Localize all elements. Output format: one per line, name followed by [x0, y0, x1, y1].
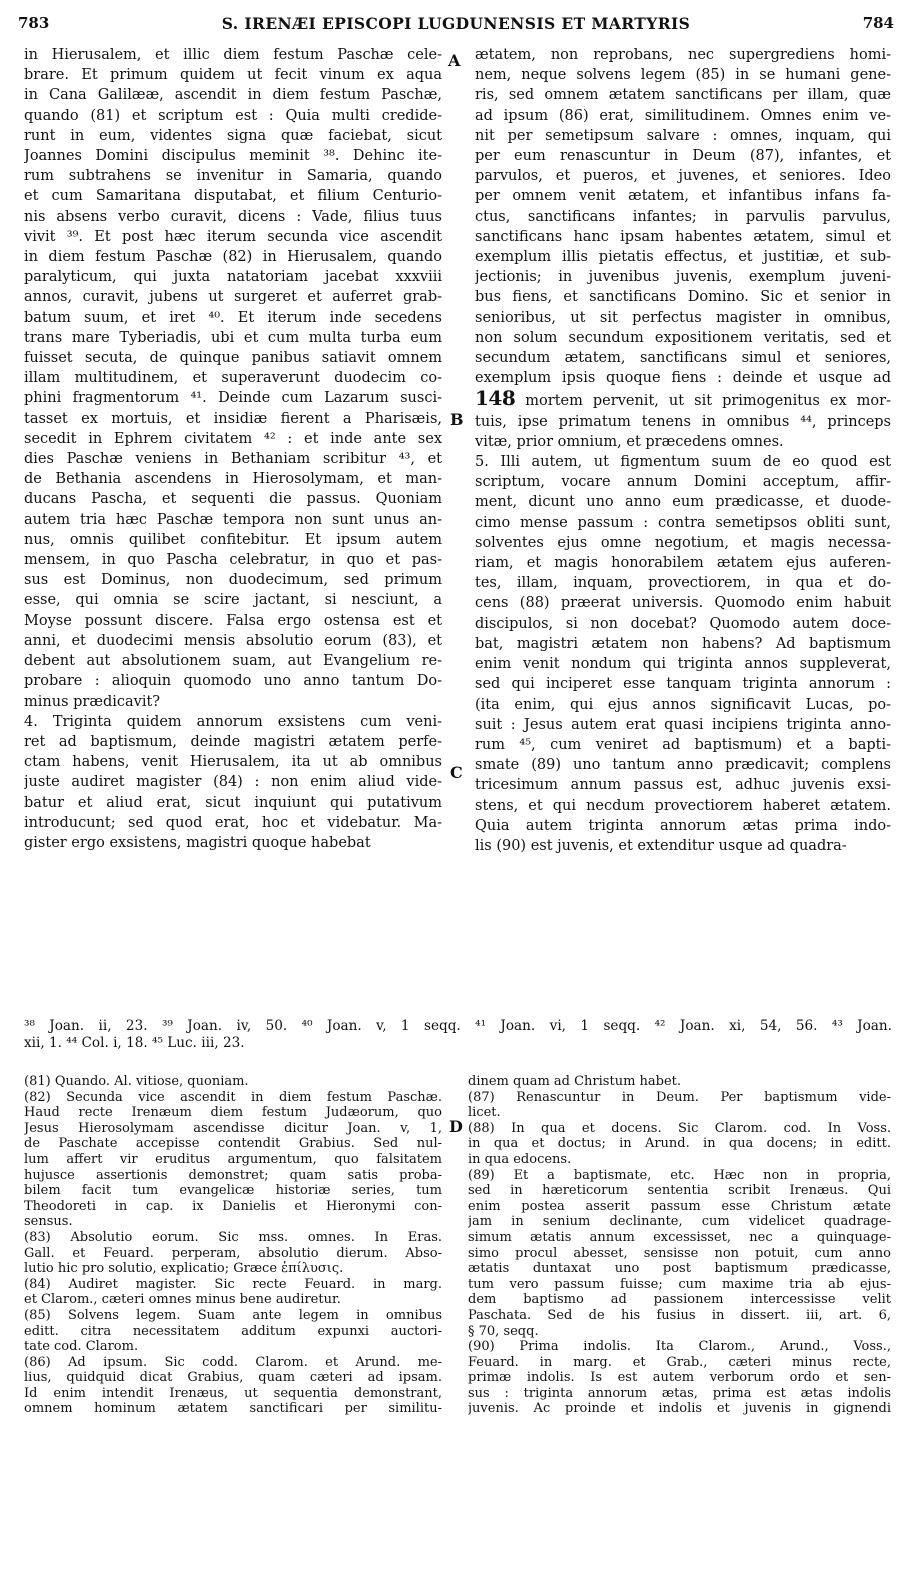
main-right-line: exemplum illis pietatis effectus, et justitiæ, et sub-	[475, 249, 891, 266]
notes-left-line: (83) Absolutio eorum. Sic mss. omnes. In Eras.	[24, 1229, 442, 1245]
notes-left-line: et Clarom., cæteri omnes minus bene audiretur.	[24, 1292, 341, 1308]
main-left-line: mensem, in quo Pascha celebratur, in quo et pas-	[24, 552, 442, 569]
notes-left-line: lum affert vir eruditus argumentum, quo falsitatem	[24, 1151, 442, 1167]
main-right-line: vitæ, prior omnium, et præcedens omnes.	[475, 433, 784, 450]
main-left-line: Joannes Domini discipulus meminit ³⁸. Dehinc ite-	[24, 148, 442, 165]
main-left-line: tasset ex mortuis, et insidiæ fierent a Pharisæis,	[24, 410, 442, 427]
notes-left-line: lutio hic pro solutio, explicatio; Græce ἐπίλυσις.	[24, 1261, 344, 1277]
notes-right-line: juvenis. Ac proinde et indolis et juvenis in gignendi	[468, 1401, 891, 1417]
main-left-line: nis absens verbo curavit, dicens : Vade, filius tuus	[24, 208, 442, 225]
notes-left-line: omnem hominum ætatem sanctificari per similitu-	[24, 1401, 442, 1417]
notes-right-line: primæ indolis. Is est autem verborum ordo et sen-	[468, 1370, 891, 1386]
main-left-line: batur et aliud erat, sicut inquiunt qui putativum	[24, 794, 442, 811]
main-right-line: cimo mense passum : contra semetipsos obliti sunt,	[475, 514, 891, 531]
main-left-line: anni, et duodecimi mensis absolutio eorum (83), et	[24, 632, 442, 649]
notes-left-line: (86) Ad ipsum. Sic codd. Clarom. et Arund. me-	[24, 1354, 442, 1370]
main-right-line: tuis, ipse primatum tenens in omnibus ⁴⁴, princeps	[475, 413, 891, 430]
main-left-line: 4. Triginta quidem annorum exsistens cum veni-	[24, 713, 442, 730]
notes-left-line: tate cod. Clarom.	[24, 1339, 139, 1355]
main-left-line: in diem festum Paschæ (82) in Hierusalem, quando	[24, 249, 442, 266]
notes-right-line: dinem quam ad Christum habet.	[468, 1074, 682, 1089]
notes-left-line: (84) Audiret magister. Sic recte Feuard. in marg.	[24, 1276, 442, 1292]
main-right-line: ad ipsum (86) erat, similitudinem. Omnes enim ve-	[475, 107, 891, 124]
main-left-line: paralyticum, qui juxta natatoriam jacebat xxxviii	[24, 269, 442, 286]
main-right-line: ris, sed omnem ætatem sanctificans per illam, quæ	[475, 87, 891, 104]
main-right-line: per omnem venit ætatem, et infantibus infans fa-	[475, 188, 891, 205]
main-right-line: parvulos, et pueros, et juvenes, et seniores. Ideo	[475, 168, 891, 185]
notes-left-line: (82) Secunda vice ascendit in diem festum Paschæ.	[24, 1089, 442, 1105]
notes-left-line: (85) Solvens legem. Suam ante legem in omnibus	[24, 1307, 442, 1323]
notes-right-line: jam in senium declinante, cum videlicet quadrage-	[468, 1214, 891, 1230]
main-left-line: Moyse possunt discere. Falsa ergo ostensa est et	[24, 612, 442, 629]
main-text-left-column	[24, 45, 442, 853]
notes-right-line: (87) Renascuntur in Deum. Per baptismum vide-	[468, 1089, 891, 1105]
main-left-line: probare : alioquin quomodo uno anno tantum Do-	[24, 673, 442, 690]
notes-left-line: hujusce assertionis demonstret; quam satis proba-	[24, 1167, 442, 1183]
main-right-line: ætatem, non reprobans, nec supergrediens homi-	[475, 47, 891, 63]
notes-right-line: simo procul abesset, sensisse non potuit, cum anno	[468, 1245, 891, 1261]
main-right-line: bus fiens, et sanctificans Domino. Sic et senior in	[475, 289, 891, 306]
main-left-line: debent aut absolutionem suam, aut Evangelium re-	[24, 653, 442, 670]
main-left-line: ducans Pascha, et sequenti die passus. Quoniam	[24, 491, 442, 508]
main-right-line: secundum ætatem, sanctificans simul et seniores,	[475, 350, 891, 367]
main-left-line: sus est Dominus, non duodecimum, sed primum	[24, 572, 442, 589]
notes-left-line: de Paschate accepisse contendit Grabius. Sed nul-	[24, 1136, 442, 1152]
notes-left-line: Gall. et Feuard. perperam, absolutio dierum. Abso-	[24, 1245, 442, 1261]
main-left-line: ctam habens, venit Hierusalem, ita ut ab omnibus	[24, 754, 442, 771]
editorial-notes-right-column	[468, 1074, 891, 1417]
running-title: S. IRENÆI EPISCOPI LUGDUNENSIS ET MARTYRIS	[221, 14, 691, 33]
notes-right-line: (90) Prima indolis. Ita Clarom., Arund., Voss.,	[468, 1339, 891, 1355]
main-right-line: discipulos, si non docebat? Quomodo autem doce-	[475, 615, 891, 632]
main-right-line: senioribus, ut sit perfectus magister in omnibus,	[475, 309, 891, 326]
main-right-line: exemplum ipsis quoque fiens : deinde et usque ad	[475, 370, 891, 387]
main-left-line: trans mare Tyberiadis, ubi et cum multa turba eum	[24, 329, 442, 346]
main-text-right-column	[475, 45, 891, 856]
notes-left-line: lius, quidquid dicat Grabius, quam cæteri ad ipsam.	[24, 1370, 442, 1386]
margin-marker-c: C	[450, 763, 463, 782]
main-right-line: 5. Illi autem, ut figmentum suum de eo quod est	[475, 454, 891, 471]
main-left-line: brare. Et primum quidem ut fecit vinum ex aqua	[24, 67, 442, 84]
scripture-footnotes	[24, 1018, 892, 1052]
notes-right-line: § 70, seqq.	[468, 1323, 539, 1339]
main-left-line: fuisset secuta, de quinque panibus satiavit omnem	[24, 350, 442, 367]
main-right-line: suit : Jesus autem erat quasi incipiens triginta anno-	[475, 716, 891, 733]
margin-marker-b: B	[450, 410, 464, 429]
main-left-line: de Bethania ascendens in Hierosolymam, et man-	[24, 471, 442, 488]
margin-marker-d: D	[449, 1117, 463, 1136]
footnotes-line: xii, 1. ⁴⁴ Col. i, 18. ⁴⁵ Luc. iii, 23.	[24, 1035, 245, 1051]
main-right-line: jectionis; in juvenibus juvenis, exemplum juveni-	[475, 269, 891, 286]
main-right-line: bat, magistri ætatem non habens? Ad baptismum	[475, 635, 891, 652]
notes-left-line: editt. citra necessitatem additum expunxi auctori-	[24, 1323, 442, 1339]
main-right-line: rum ⁴⁵, cum veniret ad baptismum) et a bapti-	[475, 736, 891, 753]
notes-right-line: in qua et doctus; in Arund. in qua docens; in editt.	[468, 1136, 891, 1152]
main-right-line: (ita enim, qui ejus annos significavit Lucas, po-	[475, 696, 891, 713]
running-header	[18, 14, 894, 38]
main-left-line: in Cana Galilææ, ascendit in diem festum Paschæ,	[24, 87, 442, 104]
notes-right-line: in qua edocens.	[468, 1151, 572, 1167]
notes-right-line: licet.	[468, 1105, 501, 1121]
main-right-line: sanctificans hanc ipsam habentes ætatem, simul et	[475, 228, 891, 245]
main-right-line: tricesimum annum passus est, adhuc juvenis exsi-	[475, 777, 891, 794]
notes-right-line: Feuard. in marg. et Grab., cæteri minus recte,	[468, 1354, 891, 1370]
notes-left-line: Id enim intendit Irenæus, ut sequentia demonstrant,	[24, 1385, 442, 1401]
main-left-line: secedit in Ephrem civitatem ⁴² : et inde ante sex	[24, 430, 442, 447]
page-number-left: 783	[18, 14, 50, 32]
main-left-line: illam multitudinem, et superaverunt duodecim co-	[24, 370, 442, 387]
main-right-line: lis (90) est juvenis, et extenditur usque ad quadra-	[475, 837, 847, 854]
main-right-line: ctus, sanctificans infantes; in parvulis parvulus,	[475, 208, 891, 225]
main-right-line: solventes ejus omne negotium, et magis necessa-	[475, 534, 891, 551]
main-left-line: dies Paschæ veniens in Bethaniam scribitur ⁴³, et	[24, 451, 442, 468]
main-left-line: runt in eum, videntes signa quæ faciebat, sicut	[24, 127, 442, 144]
main-right-line: enim venit nondum qui triginta annos suppleverat,	[475, 656, 891, 673]
notes-right-line: (88) In qua et docens. Sic Clarom. cod. In Voss.	[468, 1120, 891, 1136]
page-number-right: 784	[862, 14, 894, 32]
main-left-line: annos, curavit, jubens ut surgeret et auferret grab-	[24, 289, 442, 306]
main-right-line: non solum secundum expositionem veritatis, sed et	[475, 329, 891, 346]
main-right-line: stens, et qui necdum provectiorem haberet ætatem.	[475, 797, 891, 814]
notes-left-line: Theodoreti in cap. ix Danielis et Hieronymi con-	[24, 1198, 442, 1214]
notes-right-line: simum ætatis annum excessisset, nec a quinquage-	[468, 1229, 891, 1245]
main-right-line: tes, illam, inquam, provectiorem, in qua et do-	[475, 575, 891, 592]
editorial-notes-left-column	[24, 1074, 442, 1417]
main-right-line: smate (89) uno tantum anno prædicavit; complens	[475, 757, 891, 774]
main-right-line: sed qui inciperet esse tanquam triginta annorum :	[475, 676, 891, 693]
notes-right-line: ætatis duntaxat uno post baptismum prædicasse,	[468, 1261, 891, 1277]
notes-right-line: dem baptismo ad passionem intercessisse velit	[468, 1292, 891, 1308]
column-number-148: 148	[475, 388, 516, 411]
main-right-line: nem, neque solvens legem (85) in se humani gene-	[475, 67, 891, 84]
notes-left-line: sensus.	[24, 1214, 73, 1230]
main-right-line: riam, et magis honorabilem ætatem ejus auferen-	[475, 555, 891, 572]
main-right-line: Quia autem triginta annorum ætas prima indo-	[475, 817, 891, 834]
main-left-line: autem tria hæc Paschæ tempora non sunt unus an-	[24, 511, 442, 528]
notes-left-line: Haud recte Irenæum diem festum Judæorum, quo	[24, 1105, 442, 1121]
notes-right-line: enim postea asserit passum esse Christum ætate	[468, 1198, 891, 1214]
notes-left-line: Jesus Hierosolymam ascendisse dicitur Joan. v, 1,	[24, 1120, 442, 1136]
main-left-line: esse, qui omnia se scire jactant, si nesciunt, a	[24, 592, 442, 609]
main-right-line: scriptum, vocare annum Domini acceptum, affir-	[475, 474, 891, 491]
notes-right-line: sus : triginta annorum ætas, prima est ætas indolis	[468, 1385, 891, 1401]
main-right-line: ment, dicunt uno anno eum prædicasse, et duode-	[475, 494, 891, 511]
notes-right-line: Paschata. Sed de his fusius in dissert. iii, art. 6,	[468, 1307, 891, 1323]
notes-left-line: (81) Quando. Al. vitiose, quoniam.	[24, 1074, 249, 1089]
notes-right-line: sed in hæreticorum sententia scribit Irenæus. Qui	[468, 1183, 891, 1199]
notes-right-line: tum vero passum fuisse; cum maxime tria ab ejus-	[468, 1276, 891, 1292]
main-left-line: minus prædicavit?	[24, 693, 161, 710]
notes-left-line: bilem facit tum evangelicæ historiæ series, tum	[24, 1183, 442, 1199]
main-left-line: quando (81) et scriptum est : Quia multi credide-	[24, 107, 442, 124]
main-left-line: rum subtrahens se invenitur in Samaria, quando	[24, 168, 442, 185]
main-right-line: nit per semetipsum salvare : omnes, inquam, qui	[475, 127, 891, 144]
main-left-line: juste audiret magister (84) : non enim aliud vide-	[24, 774, 442, 791]
notes-right-line: (89) Et a baptismate, etc. Hæc non in propria,	[468, 1167, 891, 1183]
footnotes-line: ³⁸ Joan. ii, 23. ³⁹ Joan. iv, 50. ⁴⁰ Joan. v, 1 seqq. ⁴¹ Joan. vi, 1 seqq. ⁴² Joan. xi, 54, 56. ⁴³ Joan.	[24, 1018, 892, 1034]
margin-marker-a: A	[448, 51, 461, 70]
main-left-line: phini fragmentorum ⁴¹. Deinde cum Lazarum susci-	[24, 390, 442, 407]
main-left-line: et cum Samaritana disputabat, et filium Centurio-	[24, 188, 442, 205]
main-right-line: 148 mortem pervenit, ut sit primogenitus ex mor-	[475, 388, 891, 411]
main-left-line: introducunt; sed quod erat, hoc et videbatur. Ma-	[24, 814, 442, 831]
main-left-line: vivit ³⁹. Et post hæc iterum secunda vice ascendit	[24, 228, 442, 245]
main-left-line: in Hierusalem, et illic diem festum Paschæ cele-	[24, 47, 442, 63]
main-right-line: per eum renascuntur in Deum (87), infantes, et	[475, 148, 891, 165]
main-left-line: batum suum, et iret ⁴⁰. Et iterum inde secedens	[24, 309, 442, 326]
main-right-line: cens (88) præerat universis. Quomodo enim habuit	[475, 595, 891, 612]
main-left-line: gister ergo exsistens, magistri quoque habebat	[24, 834, 371, 851]
main-left-line: nus, omnis quilibet confitebitur. Et ipsum autem	[24, 531, 442, 548]
main-left-line: ret ad baptismum, deinde magistri ætatem perfe-	[24, 733, 442, 750]
